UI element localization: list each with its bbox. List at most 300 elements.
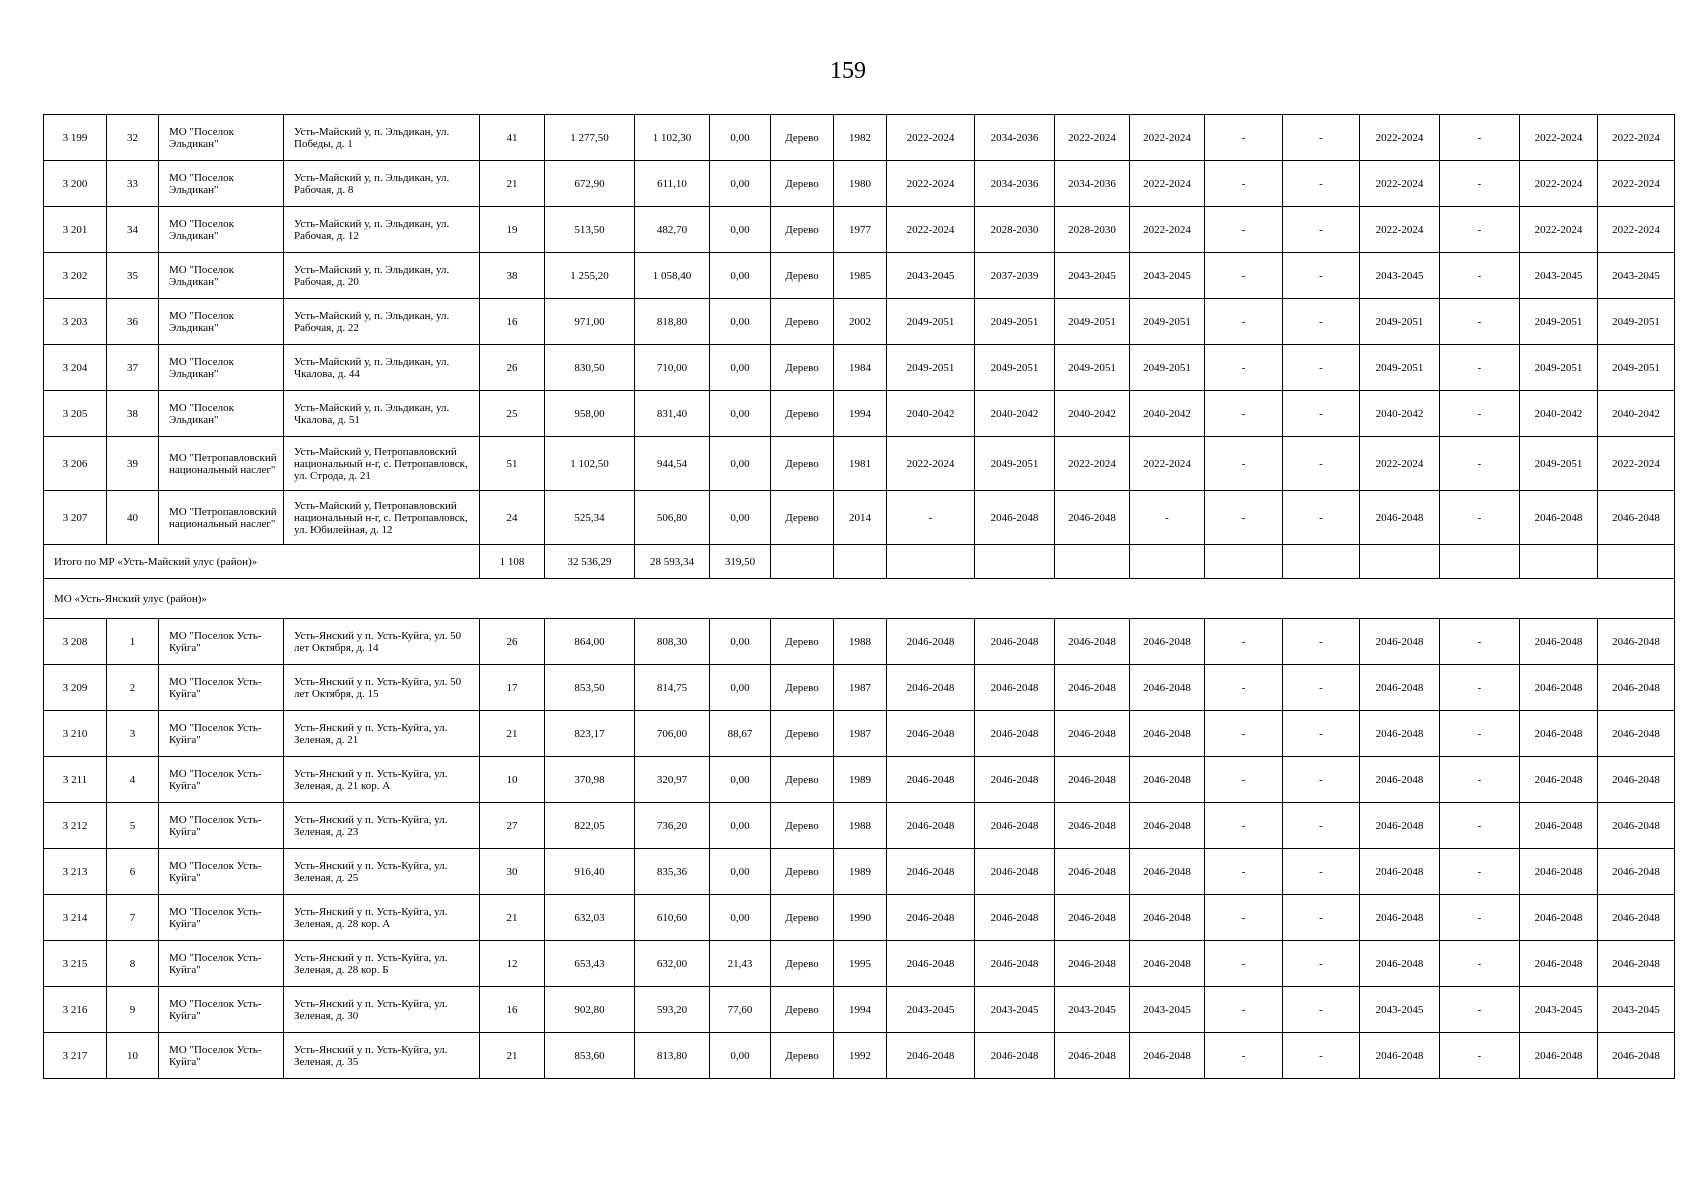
table-row	[44, 299, 1675, 345]
period-cell-3: 2046-2048	[1055, 849, 1130, 895]
period-cell-5: -	[1205, 665, 1283, 711]
residents-cell: 21	[480, 1033, 545, 1079]
period-cell-2: 2034-2036	[975, 115, 1055, 161]
emergency-area-cell: 0,00	[710, 299, 771, 345]
period-cell-9: 2049-2051	[1520, 299, 1598, 345]
empty-cell	[771, 545, 834, 579]
emergency-area-cell: 0,00	[710, 253, 771, 299]
construction-year-cell: 1989	[834, 757, 887, 803]
construction-year-cell: 1985	[834, 253, 887, 299]
residents-cell: 21	[480, 895, 545, 941]
period-cell-7: 2046-2048	[1360, 941, 1440, 987]
row-index-cell: 35	[107, 253, 159, 299]
period-cell-1: 2046-2048	[887, 849, 975, 895]
emergency-area-cell: 0,00	[710, 665, 771, 711]
period-cell-7: 2046-2048	[1360, 711, 1440, 757]
address-cell: Усть-Янский у п. Усть-Куйга, ул. Зеленая, д. 25	[284, 849, 480, 895]
period-cell-4: 2046-2048	[1130, 803, 1205, 849]
row-index-cell: 1	[107, 619, 159, 665]
period-cell-2: 2049-2051	[975, 299, 1055, 345]
house-number-cell: 3 209	[44, 665, 107, 711]
period-cell-8: -	[1440, 665, 1520, 711]
period-cell-10: 2046-2048	[1598, 757, 1675, 803]
period-cell-3: 2046-2048	[1055, 665, 1130, 711]
total-area-sum-cell: 32 536,29	[545, 545, 635, 579]
period-cell-8: -	[1440, 437, 1520, 491]
living-area-cell: 813,80	[635, 1033, 710, 1079]
construction-year-cell: 1994	[834, 391, 887, 437]
period-cell-3: 2034-2036	[1055, 161, 1130, 207]
construction-year-cell: 1987	[834, 711, 887, 757]
living-area-cell: 632,00	[635, 941, 710, 987]
period-cell-4: 2022-2024	[1130, 207, 1205, 253]
living-area-cell: 736,20	[635, 803, 710, 849]
wall-material-cell: Дерево	[771, 253, 834, 299]
total-area-cell: 864,00	[545, 619, 635, 665]
period-cell-1: 2046-2048	[887, 941, 975, 987]
period-cell-9: 2022-2024	[1520, 115, 1598, 161]
wall-material-cell: Дерево	[771, 115, 834, 161]
row-index-cell: 39	[107, 437, 159, 491]
living-area-cell: 710,00	[635, 345, 710, 391]
period-cell-1: 2022-2024	[887, 437, 975, 491]
district-header-row	[44, 579, 1675, 619]
municipality-cell: МО "Поселок Усть-Куйга"	[159, 987, 284, 1033]
period-cell-9: 2043-2045	[1520, 253, 1598, 299]
residents-cell: 21	[480, 161, 545, 207]
period-cell-5: -	[1205, 1033, 1283, 1079]
period-cell-9: 2046-2048	[1520, 895, 1598, 941]
emergency-area-cell: 0,00	[710, 895, 771, 941]
period-cell-6: -	[1283, 437, 1360, 491]
period-cell-10: 2046-2048	[1598, 895, 1675, 941]
period-cell-5: -	[1205, 115, 1283, 161]
period-cell-4: 2046-2048	[1130, 619, 1205, 665]
house-number-cell: 3 216	[44, 987, 107, 1033]
living-area-cell: 610,60	[635, 895, 710, 941]
period-cell-10: 2046-2048	[1598, 1033, 1675, 1079]
total-area-cell: 853,50	[545, 665, 635, 711]
living-area-cell: 808,30	[635, 619, 710, 665]
period-cell-4: 2040-2042	[1130, 391, 1205, 437]
address-cell: Усть-Янский у п. Усть-Куйга, ул. Зеленая, д. 28 кор. Б	[284, 941, 480, 987]
total-area-cell: 830,50	[545, 345, 635, 391]
municipality-cell: МО "Поселок Усть-Куйга"	[159, 665, 284, 711]
period-cell-7: 2022-2024	[1360, 437, 1440, 491]
row-index-cell: 9	[107, 987, 159, 1033]
wall-material-cell: Дерево	[771, 665, 834, 711]
period-cell-7: 2049-2051	[1360, 345, 1440, 391]
empty-cell	[1520, 545, 1598, 579]
period-cell-7: 2046-2048	[1360, 803, 1440, 849]
construction-year-cell: 2002	[834, 299, 887, 345]
living-area-cell: 506,80	[635, 491, 710, 545]
construction-year-cell: 1980	[834, 161, 887, 207]
period-cell-10: 2043-2045	[1598, 253, 1675, 299]
wall-material-cell: Дерево	[771, 491, 834, 545]
period-cell-6: -	[1283, 299, 1360, 345]
period-cell-9: 2049-2051	[1520, 437, 1598, 491]
period-cell-8: -	[1440, 619, 1520, 665]
period-cell-5: -	[1205, 987, 1283, 1033]
period-cell-9: 2046-2048	[1520, 619, 1598, 665]
period-cell-5: -	[1205, 437, 1283, 491]
period-cell-1: 2049-2051	[887, 299, 975, 345]
period-cell-6: -	[1283, 757, 1360, 803]
period-cell-9: 2046-2048	[1520, 711, 1598, 757]
municipality-cell: МО "Поселок Эльдикан"	[159, 161, 284, 207]
period-cell-8: -	[1440, 391, 1520, 437]
residents-cell: 10	[480, 757, 545, 803]
address-cell: Усть-Янский у п. Усть-Куйга, ул. Зеленая, д. 28 кор. А	[284, 895, 480, 941]
emergency-area-cell: 0,00	[710, 437, 771, 491]
emergency-area-cell: 0,00	[710, 391, 771, 437]
address-cell: Усть-Янский у п. Усть-Куйга, ул. Зеленая, д. 30	[284, 987, 480, 1033]
period-cell-8: -	[1440, 253, 1520, 299]
municipality-cell: МО "Поселок Эльдикан"	[159, 391, 284, 437]
period-cell-8: -	[1440, 895, 1520, 941]
period-cell-10: 2040-2042	[1598, 391, 1675, 437]
row-index-cell: 34	[107, 207, 159, 253]
emergency-area-cell: 0,00	[710, 1033, 771, 1079]
total-area-cell: 1 255,20	[545, 253, 635, 299]
period-cell-4: 2046-2048	[1130, 849, 1205, 895]
living-area-cell: 1 102,30	[635, 115, 710, 161]
house-number-cell: 3 213	[44, 849, 107, 895]
municipality-cell: МО "Поселок Эльдикан"	[159, 115, 284, 161]
row-index-cell: 2	[107, 665, 159, 711]
construction-year-cell: 2014	[834, 491, 887, 545]
total-area-cell: 853,60	[545, 1033, 635, 1079]
period-cell-5: -	[1205, 757, 1283, 803]
address-cell: Усть-Янский у п. Усть-Куйга, ул. Зеленая, д. 23	[284, 803, 480, 849]
wall-material-cell: Дерево	[771, 757, 834, 803]
residents-cell: 51	[480, 437, 545, 491]
municipality-cell: МО "Поселок Эльдикан"	[159, 207, 284, 253]
period-cell-10: 2049-2051	[1598, 299, 1675, 345]
period-cell-9: 2046-2048	[1520, 757, 1598, 803]
address-cell-text: Усть-Майский у, Петропавловский национальный н-г, с. Петропавловск, ул. Строда, д. 21	[294, 445, 468, 482]
emergency-area-cell: 88,67	[710, 711, 771, 757]
emergency-area-sum-cell: 319,50	[710, 545, 771, 579]
house-number-cell: 3 214	[44, 895, 107, 941]
period-cell-1: 2022-2024	[887, 115, 975, 161]
period-cell-6: -	[1283, 491, 1360, 545]
house-number-cell: 3 199	[44, 115, 107, 161]
period-cell-1: 2046-2048	[887, 711, 975, 757]
period-cell-10: 2022-2024	[1598, 437, 1675, 491]
residents-cell: 16	[480, 299, 545, 345]
period-cell-6: -	[1283, 803, 1360, 849]
period-cell-5: -	[1205, 941, 1283, 987]
row-index-cell: 6	[107, 849, 159, 895]
period-cell-8: -	[1440, 941, 1520, 987]
address-cell: Усть-Янский у п. Усть-Куйга, ул. Зеленая, д. 21	[284, 711, 480, 757]
period-cell-7: 2046-2048	[1360, 665, 1440, 711]
period-cell-5: -	[1205, 803, 1283, 849]
table-row	[44, 711, 1675, 757]
total-residents-cell: 1 108	[480, 545, 545, 579]
period-cell-10: 2022-2024	[1598, 161, 1675, 207]
period-cell-6: -	[1283, 115, 1360, 161]
house-number-cell: 3 210	[44, 711, 107, 757]
period-cell-4: 2043-2045	[1130, 987, 1205, 1033]
period-cell-5: -	[1205, 849, 1283, 895]
period-cell-6: -	[1283, 941, 1360, 987]
period-cell-8: -	[1440, 849, 1520, 895]
period-cell-4: 2049-2051	[1130, 299, 1205, 345]
period-cell-9: 2040-2042	[1520, 391, 1598, 437]
living-area-cell: 835,36	[635, 849, 710, 895]
period-cell-3: 2046-2048	[1055, 895, 1130, 941]
total-area-cell: 632,03	[545, 895, 635, 941]
residents-cell: 26	[480, 345, 545, 391]
period-cell-7: 2022-2024	[1360, 207, 1440, 253]
empty-cell	[1598, 545, 1675, 579]
period-cell-2: 2043-2045	[975, 987, 1055, 1033]
period-cell-7: 2022-2024	[1360, 161, 1440, 207]
period-cell-2: 2049-2051	[975, 345, 1055, 391]
period-cell-10: 2046-2048	[1598, 941, 1675, 987]
emergency-area-cell: 0,00	[710, 803, 771, 849]
period-cell-1: 2022-2024	[887, 161, 975, 207]
period-cell-3: 2040-2042	[1055, 391, 1130, 437]
period-cell-9: 2022-2024	[1520, 207, 1598, 253]
period-cell-3: 2043-2045	[1055, 987, 1130, 1033]
period-cell-3: 2028-2030	[1055, 207, 1130, 253]
address-cell: Усть-Янский у п. Усть-Куйга, ул. 50 лет Октября, д. 14	[284, 619, 480, 665]
emergency-area-cell: 0,00	[710, 161, 771, 207]
residents-cell: 38	[480, 253, 545, 299]
municipality-cell: МО "Поселок Усть-Куйга"	[159, 895, 284, 941]
living-area-cell: 814,75	[635, 665, 710, 711]
table-row	[44, 987, 1675, 1033]
period-cell-6: -	[1283, 207, 1360, 253]
emergency-area-cell: 0,00	[710, 115, 771, 161]
row-index-cell: 7	[107, 895, 159, 941]
address-cell: Усть-Майский у, п. Эльдикан, ул. Рабочая, д. 8	[284, 161, 480, 207]
period-cell-3: 2022-2024	[1055, 437, 1130, 491]
table-row	[44, 619, 1675, 665]
total-area-cell: 1 277,50	[545, 115, 635, 161]
period-cell-2: 2049-2051	[975, 437, 1055, 491]
house-number-cell: 3 215	[44, 941, 107, 987]
residents-cell: 27	[480, 803, 545, 849]
house-number-cell: 3 200	[44, 161, 107, 207]
period-cell-1: 2049-2051	[887, 345, 975, 391]
house-number-cell: 3 207	[44, 491, 107, 545]
period-cell-10: 2046-2048	[1598, 665, 1675, 711]
construction-year-cell: 1994	[834, 987, 887, 1033]
residents-cell: 17	[480, 665, 545, 711]
period-cell-5: -	[1205, 161, 1283, 207]
municipality-cell: МО "Поселок Усть-Куйга"	[159, 757, 284, 803]
municipality-cell: МО "Поселок Эльдикан"	[159, 299, 284, 345]
living-area-cell: 482,70	[635, 207, 710, 253]
table-row	[44, 849, 1675, 895]
address-cell: Усть-Майский у, п. Эльдикан, ул. Рабочая, д. 22	[284, 299, 480, 345]
period-cell-10: 2046-2048	[1598, 711, 1675, 757]
house-number-cell: 3 202	[44, 253, 107, 299]
wall-material-cell: Дерево	[771, 161, 834, 207]
period-cell-3: 2049-2051	[1055, 299, 1130, 345]
period-cell-9: 2046-2048	[1520, 1033, 1598, 1079]
total-area-cell: 672,90	[545, 161, 635, 207]
period-cell-6: -	[1283, 849, 1360, 895]
period-cell-3: 2046-2048	[1055, 491, 1130, 545]
period-cell-7: 2046-2048	[1360, 757, 1440, 803]
period-cell-4: 2043-2045	[1130, 253, 1205, 299]
period-cell-6: -	[1283, 253, 1360, 299]
period-cell-1: -	[887, 491, 975, 545]
construction-year-cell: 1995	[834, 941, 887, 987]
period-cell-5: -	[1205, 895, 1283, 941]
period-cell-2: 2046-2048	[975, 619, 1055, 665]
period-cell-1: 2046-2048	[887, 757, 975, 803]
total-area-cell: 822,05	[545, 803, 635, 849]
district-header-label: МО «Усть-Янский улус (район)»	[44, 579, 1675, 619]
period-cell-2: 2046-2048	[975, 941, 1055, 987]
period-cell-5: -	[1205, 207, 1283, 253]
period-cell-5: -	[1205, 491, 1283, 545]
residents-cell: 26	[480, 619, 545, 665]
period-cell-7: 2043-2045	[1360, 253, 1440, 299]
period-cell-10: 2043-2045	[1598, 987, 1675, 1033]
period-cell-6: -	[1283, 619, 1360, 665]
emergency-area-cell: 0,00	[710, 207, 771, 253]
wall-material-cell: Дерево	[771, 345, 834, 391]
wall-material-cell: Дерево	[771, 941, 834, 987]
residents-cell: 24	[480, 491, 545, 545]
residents-cell: 30	[480, 849, 545, 895]
period-cell-10: 2046-2048	[1598, 619, 1675, 665]
table-row	[44, 115, 1675, 161]
emergency-area-cell: 77,60	[710, 987, 771, 1033]
construction-year-cell: 1988	[834, 803, 887, 849]
period-cell-4: 2049-2051	[1130, 345, 1205, 391]
period-cell-6: -	[1283, 987, 1360, 1033]
period-cell-6: -	[1283, 665, 1360, 711]
period-cell-9: 2022-2024	[1520, 161, 1598, 207]
living-area-cell: 593,20	[635, 987, 710, 1033]
construction-year-cell: 1992	[834, 1033, 887, 1079]
empty-cell	[887, 545, 975, 579]
empty-cell	[975, 545, 1055, 579]
table-row	[44, 803, 1675, 849]
period-cell-3: 2046-2048	[1055, 711, 1130, 757]
period-cell-4: 2046-2048	[1130, 711, 1205, 757]
period-cell-2: 2040-2042	[975, 391, 1055, 437]
address-cell	[284, 491, 480, 545]
living-area-cell: 611,10	[635, 161, 710, 207]
house-number-cell: 3 217	[44, 1033, 107, 1079]
wall-material-cell: Дерево	[771, 207, 834, 253]
construction-year-cell: 1988	[834, 619, 887, 665]
period-cell-4: 2022-2024	[1130, 437, 1205, 491]
emergency-area-cell: 0,00	[710, 757, 771, 803]
table-row	[44, 757, 1675, 803]
table-row	[44, 345, 1675, 391]
empty-cell	[834, 545, 887, 579]
period-cell-7: 2046-2048	[1360, 1033, 1440, 1079]
house-number-cell: 3 203	[44, 299, 107, 345]
period-cell-7: 2046-2048	[1360, 491, 1440, 545]
municipality-cell: МО "Поселок Усть-Куйга"	[159, 711, 284, 757]
emergency-area-cell: 21,43	[710, 941, 771, 987]
period-cell-10: 2046-2048	[1598, 803, 1675, 849]
period-cell-2: 2046-2048	[975, 1033, 1055, 1079]
empty-cell	[1440, 545, 1520, 579]
total-area-cell: 916,40	[545, 849, 635, 895]
total-area-cell: 971,00	[545, 299, 635, 345]
housing-register-table	[43, 114, 1675, 1079]
house-number-cell: 3 211	[44, 757, 107, 803]
row-index-cell: 8	[107, 941, 159, 987]
period-cell-5: -	[1205, 619, 1283, 665]
period-cell-9: 2046-2048	[1520, 491, 1598, 545]
address-cell: Усть-Майский у, п. Эльдикан, ул. Рабочая, д. 12	[284, 207, 480, 253]
row-index-cell: 40	[107, 491, 159, 545]
period-cell-7: 2049-2051	[1360, 299, 1440, 345]
wall-material-cell: Дерево	[771, 711, 834, 757]
period-cell-4: 2046-2048	[1130, 665, 1205, 711]
period-cell-10: 2022-2024	[1598, 207, 1675, 253]
living-area-cell: 320,97	[635, 757, 710, 803]
house-number-cell: 3 205	[44, 391, 107, 437]
wall-material-cell: Дерево	[771, 1033, 834, 1079]
period-cell-1: 2046-2048	[887, 619, 975, 665]
period-cell-2: 2046-2048	[975, 849, 1055, 895]
period-cell-6: -	[1283, 345, 1360, 391]
table-row	[44, 1033, 1675, 1079]
period-cell-8: -	[1440, 207, 1520, 253]
construction-year-cell: 1981	[834, 437, 887, 491]
emergency-area-cell: 0,00	[710, 345, 771, 391]
period-cell-2: 2037-2039	[975, 253, 1055, 299]
district-total-label: Итого по МР «Усть-Майский улус (район)»	[44, 545, 480, 579]
table-row	[44, 207, 1675, 253]
period-cell-9: 2046-2048	[1520, 803, 1598, 849]
period-cell-4: 2046-2048	[1130, 1033, 1205, 1079]
wall-material-cell: Дерево	[771, 437, 834, 491]
period-cell-7: 2040-2042	[1360, 391, 1440, 437]
period-cell-2: 2046-2048	[975, 757, 1055, 803]
wall-material-cell: Дерево	[771, 619, 834, 665]
address-cell-text: Усть-Майский у, Петропавловский национальный н-г, с. Петропавловск, ул. Юбилейная, д. 12	[294, 499, 468, 536]
construction-year-cell: 1987	[834, 665, 887, 711]
period-cell-2: 2046-2048	[975, 491, 1055, 545]
period-cell-3: 2046-2048	[1055, 941, 1130, 987]
address-cell: Усть-Майский у, п. Эльдикан, ул. Победы, д. 1	[284, 115, 480, 161]
construction-year-cell: 1982	[834, 115, 887, 161]
total-area-cell: 525,34	[545, 491, 635, 545]
construction-year-cell: 1990	[834, 895, 887, 941]
period-cell-10: 2049-2051	[1598, 345, 1675, 391]
period-cell-2: 2028-2030	[975, 207, 1055, 253]
row-index-cell: 36	[107, 299, 159, 345]
emergency-area-cell: 0,00	[710, 619, 771, 665]
period-cell-9: 2049-2051	[1520, 345, 1598, 391]
row-index-cell: 10	[107, 1033, 159, 1079]
residents-cell: 12	[480, 941, 545, 987]
wall-material-cell: Дерево	[771, 391, 834, 437]
emergency-area-cell: 0,00	[710, 491, 771, 545]
total-area-cell: 653,43	[545, 941, 635, 987]
period-cell-6: -	[1283, 895, 1360, 941]
period-cell-9: 2043-2045	[1520, 987, 1598, 1033]
period-cell-3: 2046-2048	[1055, 757, 1130, 803]
emergency-area-cell: 0,00	[710, 849, 771, 895]
